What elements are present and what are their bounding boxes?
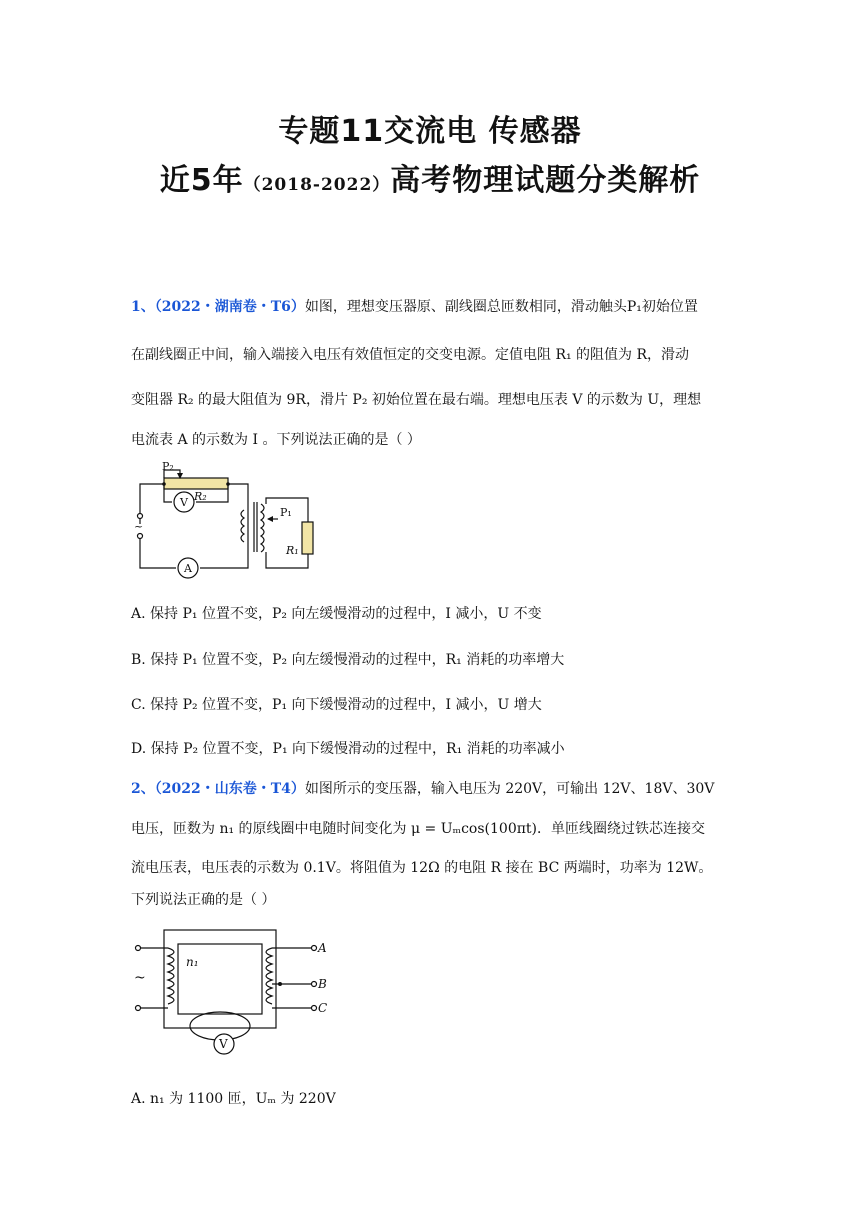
q1-fig-r2-label: R₂	[194, 490, 207, 503]
q2-line1	[131, 778, 714, 798]
q1-circuit-figure	[128, 462, 328, 580]
q1-fig-p1-label: P₁	[280, 506, 292, 519]
q1-fig-r1-label: R₁	[286, 544, 299, 557]
q2-fig-ac-label: ~	[134, 970, 146, 986]
title-part-a: 近5年	[159, 163, 244, 198]
q2-fig-a-label: A	[318, 941, 327, 955]
q1-option-b: B. 保持 P₁ 位置不变，P₂ 向左缓慢滑动的过程中，R₁ 消耗的功率增大	[131, 652, 565, 668]
q2-fig-c-label: C	[318, 1001, 328, 1015]
q1-fig-v-label: V	[180, 496, 188, 509]
q1-fig-ac-label: ~	[134, 520, 144, 533]
q2-line4: 下列说法正确的是（ ）	[131, 892, 276, 908]
q1-line1	[131, 296, 698, 316]
q1-line4: 电流表 A 的示数为 I 。下列说法正确的是（ ）	[131, 432, 421, 448]
q2-head: 2、（2022・山东卷・T4）	[131, 781, 305, 797]
q1-fig-p2-label: P₂	[162, 462, 174, 473]
q2-fig-b-label: B	[318, 977, 327, 991]
q2-fig-n1-label: n₁	[186, 955, 199, 969]
doc-title-line2	[0, 155, 860, 199]
q2-transformer-figure	[128, 922, 338, 1062]
q1-line2: 在副线圈正中间，输入端接入电压有效值恒定的交变电源。定值电阻 R₁ 的阻值为 R，滑动	[131, 347, 690, 363]
q2-option-a: A. n₁ 为 1100 匝，Uₘ 为 220V	[131, 1091, 336, 1107]
q1-fig-a-label: A	[184, 562, 192, 575]
q1-head: 1、（2022・湖南卷・T6）	[131, 299, 305, 315]
doc-title-line1: 专题11交流电 传感器	[278, 114, 582, 149]
title-part-c: 高考物理试题分类解析	[390, 163, 701, 198]
q1-option-a: A. 保持 P₁ 位置不变，P₂ 向左缓慢滑动的过程中，I 减小，U 不变	[131, 606, 542, 622]
q2-line3: 流电压表，电压表的示数为 0.1V。将阻值为 12Ω 的电阻 R 接在 BC 两端时，功率为 12W。	[131, 860, 713, 876]
q2-text1: 如图所示的变压器，输入电压为 220V，可输出 12V、18V、30V	[304, 781, 715, 797]
q2-line2: 电压，匝数为 n₁ 的原线圈中电随时间变化为 μ = Uₘcos(100πt)．单匝线圈绕过铁芯连接交	[131, 821, 706, 837]
q1-option-d: D. 保持 P₂ 位置不变，P₁ 向下缓慢滑动的过程中，R₁ 消耗的功率减小	[131, 741, 565, 757]
q1-line3: 变阻器 R₂ 的最大阻值为 9R，滑片 P₂ 初始位置在最右端。理想电压表 V 的示数为 U，理想	[131, 392, 702, 408]
title-part-b: （2018-2022）	[243, 175, 391, 195]
q2-fig-v-label: V	[219, 1037, 228, 1051]
q1-text1: 如图，理想变压器原、副线圈总匝数相同，滑动触头P₁初始位置	[304, 299, 698, 315]
q1-option-c: C. 保持 P₂ 位置不变，P₁ 向下缓慢滑动的过程中，I 减小，U 增大	[131, 697, 542, 713]
